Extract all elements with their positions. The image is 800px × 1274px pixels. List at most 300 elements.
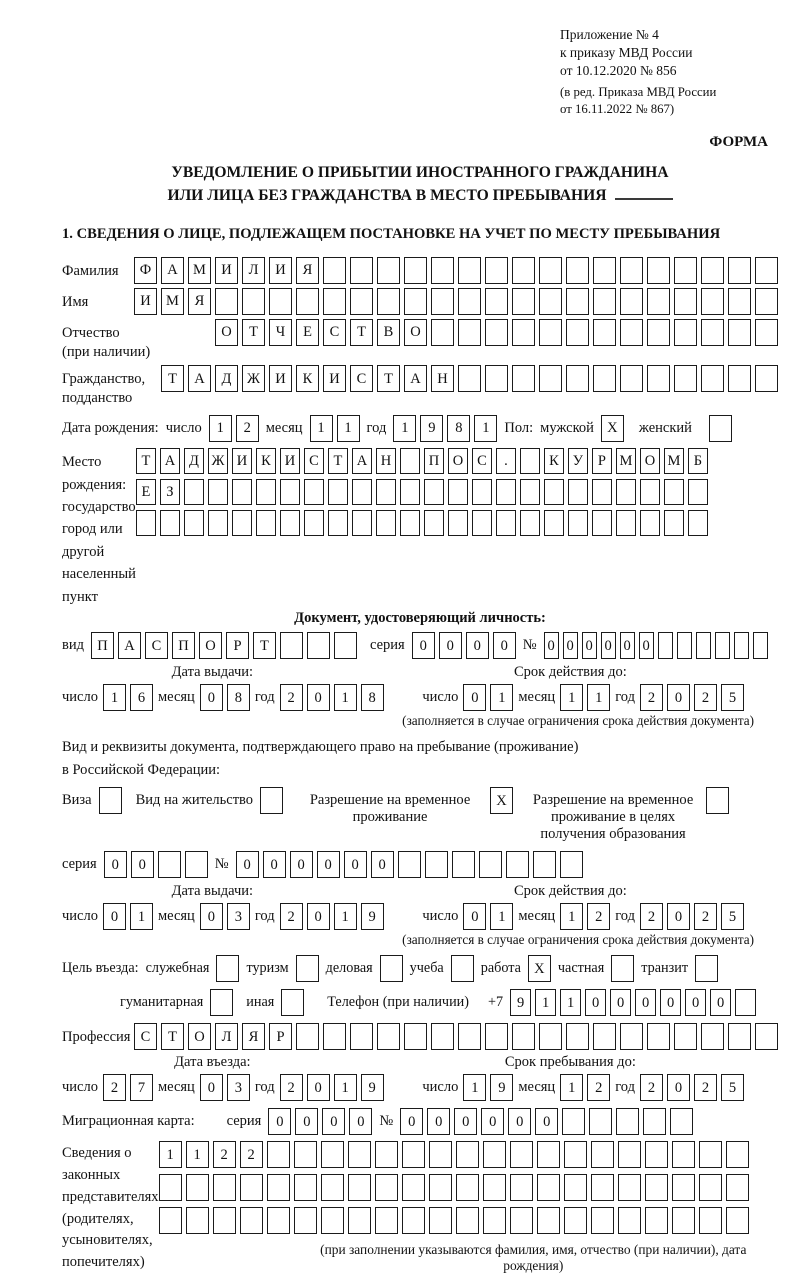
char-box[interactable]: [352, 479, 372, 505]
char-box[interactable]: 1: [560, 903, 583, 930]
char-box[interactable]: [400, 479, 420, 505]
char-box[interactable]: [688, 479, 708, 505]
char-box[interactable]: П: [172, 632, 195, 659]
char-box[interactable]: И: [215, 257, 238, 284]
char-box[interactable]: [647, 319, 670, 346]
char-box[interactable]: 1: [474, 415, 497, 442]
char-box[interactable]: 0: [307, 684, 330, 711]
char-box[interactable]: [715, 632, 730, 659]
char-box[interactable]: [377, 288, 400, 315]
char-box[interactable]: Е: [296, 319, 319, 346]
char-box[interactable]: 0: [585, 989, 606, 1016]
char-box[interactable]: [400, 510, 420, 536]
char-box[interactable]: [458, 319, 481, 346]
char-box[interactable]: У: [568, 448, 588, 474]
char-box[interactable]: 6: [130, 684, 153, 711]
char-box[interactable]: [726, 1141, 749, 1168]
char-box[interactable]: С: [472, 448, 492, 474]
char-box[interactable]: [321, 1141, 344, 1168]
char-box[interactable]: [672, 1207, 695, 1234]
char-box[interactable]: [458, 288, 481, 315]
char-box[interactable]: И: [269, 365, 292, 392]
char-box[interactable]: 0: [635, 989, 656, 1016]
char-box[interactable]: [726, 1207, 749, 1234]
char-box[interactable]: [664, 510, 684, 536]
char-box[interactable]: Б: [688, 448, 708, 474]
char-box[interactable]: [232, 510, 252, 536]
char-box[interactable]: [670, 1108, 693, 1135]
char-box[interactable]: [591, 1174, 614, 1201]
char-box[interactable]: М: [188, 257, 211, 284]
char-box[interactable]: [512, 319, 535, 346]
char-box[interactable]: [240, 1174, 263, 1201]
char-box[interactable]: 2: [694, 903, 717, 930]
char-box[interactable]: [186, 1174, 209, 1201]
char-box[interactable]: [483, 1207, 506, 1234]
char-box[interactable]: [256, 479, 276, 505]
char-box[interactable]: [350, 1023, 373, 1050]
char-box[interactable]: [483, 1141, 506, 1168]
char-box[interactable]: [506, 851, 529, 878]
char-box[interactable]: 9: [361, 903, 384, 930]
char-box[interactable]: [323, 288, 346, 315]
char-box[interactable]: [726, 1174, 749, 1201]
char-box[interactable]: [294, 1141, 317, 1168]
char-box[interactable]: 0: [563, 632, 578, 659]
sex-male-checkbox[interactable]: X: [601, 415, 624, 442]
char-box[interactable]: 0: [466, 632, 489, 659]
char-box[interactable]: [645, 1207, 668, 1234]
char-box[interactable]: 0: [481, 1108, 504, 1135]
char-box[interactable]: Р: [592, 448, 612, 474]
char-box[interactable]: [321, 1207, 344, 1234]
char-box[interactable]: [350, 288, 373, 315]
char-box[interactable]: 0: [667, 903, 690, 930]
char-box[interactable]: 1: [186, 1141, 209, 1168]
char-box[interactable]: [479, 851, 502, 878]
char-box[interactable]: [456, 1141, 479, 1168]
char-box[interactable]: [377, 1023, 400, 1050]
char-box[interactable]: А: [352, 448, 372, 474]
char-box[interactable]: 0: [200, 1074, 223, 1101]
char-box[interactable]: [334, 632, 357, 659]
char-box[interactable]: [485, 319, 508, 346]
purpose-study-checkbox[interactable]: [451, 955, 474, 982]
char-box[interactable]: [242, 288, 265, 315]
char-box[interactable]: [375, 1174, 398, 1201]
char-box[interactable]: 1: [334, 903, 357, 930]
char-box[interactable]: [404, 1023, 427, 1050]
char-box[interactable]: 9: [361, 1074, 384, 1101]
char-box[interactable]: [452, 851, 475, 878]
char-box[interactable]: [620, 1023, 643, 1050]
char-box[interactable]: П: [424, 448, 444, 474]
char-box[interactable]: [520, 448, 540, 474]
char-box[interactable]: [321, 1174, 344, 1201]
char-box[interactable]: [701, 288, 724, 315]
char-box[interactable]: [424, 479, 444, 505]
char-box[interactable]: О: [199, 632, 222, 659]
char-box[interactable]: 1: [103, 684, 126, 711]
char-box[interactable]: 1: [209, 415, 232, 442]
char-box[interactable]: [664, 479, 684, 505]
char-box[interactable]: [404, 257, 427, 284]
char-box[interactable]: 9: [420, 415, 443, 442]
char-box[interactable]: 0: [667, 1074, 690, 1101]
char-box[interactable]: 1: [560, 684, 583, 711]
char-box[interactable]: 5: [721, 1074, 744, 1101]
char-box[interactable]: [458, 257, 481, 284]
char-box[interactable]: [429, 1141, 452, 1168]
char-box[interactable]: [376, 510, 396, 536]
char-box[interactable]: [431, 288, 454, 315]
char-box[interactable]: З: [160, 479, 180, 505]
char-box[interactable]: [431, 257, 454, 284]
char-box[interactable]: [616, 479, 636, 505]
char-box[interactable]: [753, 632, 768, 659]
char-box[interactable]: Н: [376, 448, 396, 474]
char-box[interactable]: [593, 365, 616, 392]
char-box[interactable]: 1: [587, 684, 610, 711]
char-box[interactable]: [512, 1023, 535, 1050]
char-box[interactable]: О: [188, 1023, 211, 1050]
char-box[interactable]: [755, 1023, 778, 1050]
char-box[interactable]: 0: [344, 851, 367, 878]
char-box[interactable]: Т: [328, 448, 348, 474]
char-box[interactable]: 1: [560, 989, 581, 1016]
char-box[interactable]: [645, 1141, 668, 1168]
char-box[interactable]: 3: [227, 1074, 250, 1101]
char-box[interactable]: 1: [130, 903, 153, 930]
char-box[interactable]: 0: [620, 632, 635, 659]
char-box[interactable]: 1: [463, 1074, 486, 1101]
char-box[interactable]: 0: [371, 851, 394, 878]
char-box[interactable]: 0: [131, 851, 154, 878]
char-box[interactable]: Т: [242, 319, 265, 346]
char-box[interactable]: [544, 510, 564, 536]
char-box[interactable]: [269, 288, 292, 315]
char-box[interactable]: 0: [400, 1108, 423, 1135]
char-box[interactable]: [458, 1023, 481, 1050]
char-box[interactable]: 0: [508, 1108, 531, 1135]
char-box[interactable]: 0: [290, 851, 313, 878]
char-box[interactable]: [640, 479, 660, 505]
char-box[interactable]: [431, 1023, 454, 1050]
char-box[interactable]: [348, 1141, 371, 1168]
char-box[interactable]: [539, 257, 562, 284]
char-box[interactable]: [591, 1141, 614, 1168]
char-box[interactable]: 2: [240, 1141, 263, 1168]
char-box[interactable]: [280, 479, 300, 505]
char-box[interactable]: Я: [188, 288, 211, 315]
visa-checkbox[interactable]: [99, 787, 122, 814]
char-box[interactable]: [458, 365, 481, 392]
char-box[interactable]: Л: [215, 1023, 238, 1050]
char-box[interactable]: Я: [242, 1023, 265, 1050]
char-box[interactable]: 1: [490, 903, 513, 930]
char-box[interactable]: 2: [280, 903, 303, 930]
char-box[interactable]: А: [160, 448, 180, 474]
char-box[interactable]: [658, 632, 673, 659]
char-box[interactable]: [674, 1023, 697, 1050]
temp-residence-checkbox[interactable]: X: [490, 787, 513, 814]
purpose-work-checkbox[interactable]: X: [528, 955, 551, 982]
char-box[interactable]: Н: [431, 365, 454, 392]
char-box[interactable]: 8: [447, 415, 470, 442]
char-box[interactable]: Д: [215, 365, 238, 392]
char-box[interactable]: Р: [226, 632, 249, 659]
char-box[interactable]: А: [118, 632, 141, 659]
char-box[interactable]: П: [91, 632, 114, 659]
char-box[interactable]: [672, 1141, 695, 1168]
char-box[interactable]: 0: [307, 903, 330, 930]
char-box[interactable]: [618, 1207, 641, 1234]
char-box[interactable]: [728, 257, 751, 284]
purpose-tourism-checkbox[interactable]: [296, 955, 319, 982]
char-box[interactable]: [294, 1207, 317, 1234]
char-box[interactable]: 0: [200, 903, 223, 930]
char-box[interactable]: [593, 257, 616, 284]
char-box[interactable]: [533, 851, 556, 878]
char-box[interactable]: 0: [710, 989, 731, 1016]
char-box[interactable]: [701, 257, 724, 284]
char-box[interactable]: [431, 319, 454, 346]
temp-residence-education-checkbox[interactable]: [706, 787, 729, 814]
char-box[interactable]: 0: [236, 851, 259, 878]
char-box[interactable]: [699, 1141, 722, 1168]
char-box[interactable]: [158, 851, 181, 878]
char-box[interactable]: 2: [236, 415, 259, 442]
char-box[interactable]: [328, 510, 348, 536]
char-box[interactable]: Т: [161, 365, 184, 392]
char-box[interactable]: [267, 1174, 290, 1201]
char-box[interactable]: [566, 1023, 589, 1050]
char-box[interactable]: [755, 288, 778, 315]
char-box[interactable]: [304, 510, 324, 536]
char-box[interactable]: [352, 510, 372, 536]
char-box[interactable]: [620, 365, 643, 392]
char-box[interactable]: Ж: [208, 448, 228, 474]
char-box[interactable]: 0: [295, 1108, 318, 1135]
char-box[interactable]: [564, 1141, 587, 1168]
purpose-other-checkbox[interactable]: [281, 989, 304, 1016]
char-box[interactable]: [537, 1207, 560, 1234]
char-box[interactable]: 0: [454, 1108, 477, 1135]
char-box[interactable]: [280, 632, 303, 659]
char-box[interactable]: [589, 1108, 612, 1135]
char-box[interactable]: [328, 479, 348, 505]
char-box[interactable]: 0: [639, 632, 654, 659]
char-box[interactable]: .: [496, 448, 516, 474]
char-box[interactable]: [620, 319, 643, 346]
char-box[interactable]: Д: [184, 448, 204, 474]
char-box[interactable]: [256, 510, 276, 536]
char-box[interactable]: [348, 1174, 371, 1201]
char-box[interactable]: К: [256, 448, 276, 474]
char-box[interactable]: [562, 1108, 585, 1135]
char-box[interactable]: [593, 288, 616, 315]
char-box[interactable]: М: [664, 448, 684, 474]
char-box[interactable]: 9: [490, 1074, 513, 1101]
char-box[interactable]: [350, 257, 373, 284]
char-box[interactable]: 7: [130, 1074, 153, 1101]
char-box[interactable]: [699, 1207, 722, 1234]
char-box[interactable]: И: [269, 257, 292, 284]
char-box[interactable]: [400, 448, 420, 474]
char-box[interactable]: 0: [104, 851, 127, 878]
char-box[interactable]: [645, 1174, 668, 1201]
char-box[interactable]: [402, 1207, 425, 1234]
char-box[interactable]: 0: [268, 1108, 291, 1135]
char-box[interactable]: 3: [227, 903, 250, 930]
char-box[interactable]: 2: [587, 903, 610, 930]
char-box[interactable]: [496, 510, 516, 536]
char-box[interactable]: 0: [685, 989, 706, 1016]
char-box[interactable]: [677, 632, 692, 659]
char-box[interactable]: 8: [227, 684, 250, 711]
char-box[interactable]: 0: [263, 851, 286, 878]
char-box[interactable]: [566, 257, 589, 284]
char-box[interactable]: [510, 1207, 533, 1234]
char-box[interactable]: [728, 288, 751, 315]
char-box[interactable]: 1: [560, 1074, 583, 1101]
char-box[interactable]: [564, 1174, 587, 1201]
char-box[interactable]: [699, 1174, 722, 1201]
purpose-humanitarian-checkbox[interactable]: [210, 989, 233, 1016]
char-box[interactable]: 1: [159, 1141, 182, 1168]
char-box[interactable]: [564, 1207, 587, 1234]
char-box[interactable]: [618, 1141, 641, 1168]
char-box[interactable]: [402, 1141, 425, 1168]
char-box[interactable]: Ж: [242, 365, 265, 392]
char-box[interactable]: [404, 288, 427, 315]
char-box[interactable]: Т: [161, 1023, 184, 1050]
char-box[interactable]: 0: [463, 903, 486, 930]
char-box[interactable]: 1: [393, 415, 416, 442]
char-box[interactable]: Т: [136, 448, 156, 474]
char-box[interactable]: [323, 1023, 346, 1050]
char-box[interactable]: 0: [439, 632, 462, 659]
char-box[interactable]: 0: [601, 632, 616, 659]
char-box[interactable]: 0: [307, 1074, 330, 1101]
char-box[interactable]: [735, 989, 756, 1016]
char-box[interactable]: [485, 288, 508, 315]
char-box[interactable]: 2: [640, 1074, 663, 1101]
char-box[interactable]: О: [404, 319, 427, 346]
char-box[interactable]: [398, 851, 421, 878]
char-box[interactable]: [424, 510, 444, 536]
char-box[interactable]: [448, 479, 468, 505]
char-box[interactable]: [643, 1108, 666, 1135]
char-box[interactable]: [616, 510, 636, 536]
char-box[interactable]: [539, 288, 562, 315]
char-box[interactable]: 0: [349, 1108, 372, 1135]
char-box[interactable]: Т: [377, 365, 400, 392]
char-box[interactable]: [456, 1207, 479, 1234]
char-box[interactable]: Ф: [134, 257, 157, 284]
char-box[interactable]: [208, 479, 228, 505]
char-box[interactable]: [674, 257, 697, 284]
purpose-business-checkbox[interactable]: [380, 955, 403, 982]
char-box[interactable]: [566, 365, 589, 392]
char-box[interactable]: [348, 1207, 371, 1234]
char-box[interactable]: А: [161, 257, 184, 284]
char-box[interactable]: [539, 1023, 562, 1050]
char-box[interactable]: 0: [427, 1108, 450, 1135]
char-box[interactable]: [208, 510, 228, 536]
char-box[interactable]: 1: [334, 1074, 357, 1101]
char-box[interactable]: [696, 632, 711, 659]
char-box[interactable]: [620, 257, 643, 284]
char-box[interactable]: [520, 479, 540, 505]
char-box[interactable]: [672, 1174, 695, 1201]
char-box[interactable]: [512, 257, 535, 284]
char-box[interactable]: О: [215, 319, 238, 346]
char-box[interactable]: [701, 365, 724, 392]
char-box[interactable]: 1: [310, 415, 333, 442]
char-box[interactable]: [429, 1174, 452, 1201]
char-box[interactable]: [232, 479, 252, 505]
char-box[interactable]: [647, 257, 670, 284]
char-box[interactable]: 0: [322, 1108, 345, 1135]
char-box[interactable]: М: [616, 448, 636, 474]
char-box[interactable]: [294, 1174, 317, 1201]
char-box[interactable]: [566, 288, 589, 315]
char-box[interactable]: Я: [296, 257, 319, 284]
char-box[interactable]: [296, 288, 319, 315]
char-box[interactable]: [568, 510, 588, 536]
char-box[interactable]: [539, 319, 562, 346]
char-box[interactable]: 2: [280, 684, 303, 711]
char-box[interactable]: [429, 1207, 452, 1234]
char-box[interactable]: [485, 257, 508, 284]
char-box[interactable]: [537, 1174, 560, 1201]
char-box[interactable]: [537, 1141, 560, 1168]
char-box[interactable]: [456, 1174, 479, 1201]
char-box[interactable]: [591, 1207, 614, 1234]
char-box[interactable]: Т: [350, 319, 373, 346]
char-box[interactable]: 2: [587, 1074, 610, 1101]
char-box[interactable]: [701, 1023, 724, 1050]
char-box[interactable]: 0: [200, 684, 223, 711]
char-box[interactable]: [304, 479, 324, 505]
char-box[interactable]: М: [161, 288, 184, 315]
char-box[interactable]: [375, 1141, 398, 1168]
char-box[interactable]: [267, 1141, 290, 1168]
char-box[interactable]: Р: [269, 1023, 292, 1050]
char-box[interactable]: 9: [510, 989, 531, 1016]
char-box[interactable]: [323, 257, 346, 284]
char-box[interactable]: [647, 1023, 670, 1050]
sex-female-checkbox[interactable]: [709, 415, 732, 442]
char-box[interactable]: [472, 510, 492, 536]
char-box[interactable]: [296, 1023, 319, 1050]
char-box[interactable]: [377, 257, 400, 284]
char-box[interactable]: 2: [103, 1074, 126, 1101]
char-box[interactable]: 0: [317, 851, 340, 878]
char-box[interactable]: С: [134, 1023, 157, 1050]
char-box[interactable]: [159, 1207, 182, 1234]
char-box[interactable]: Е: [136, 479, 156, 505]
char-box[interactable]: 2: [640, 684, 663, 711]
char-box[interactable]: [280, 510, 300, 536]
char-box[interactable]: И: [134, 288, 157, 315]
char-box[interactable]: [688, 510, 708, 536]
char-box[interactable]: 5: [721, 903, 744, 930]
char-box[interactable]: А: [404, 365, 427, 392]
char-box[interactable]: С: [304, 448, 324, 474]
char-box[interactable]: 0: [103, 903, 126, 930]
